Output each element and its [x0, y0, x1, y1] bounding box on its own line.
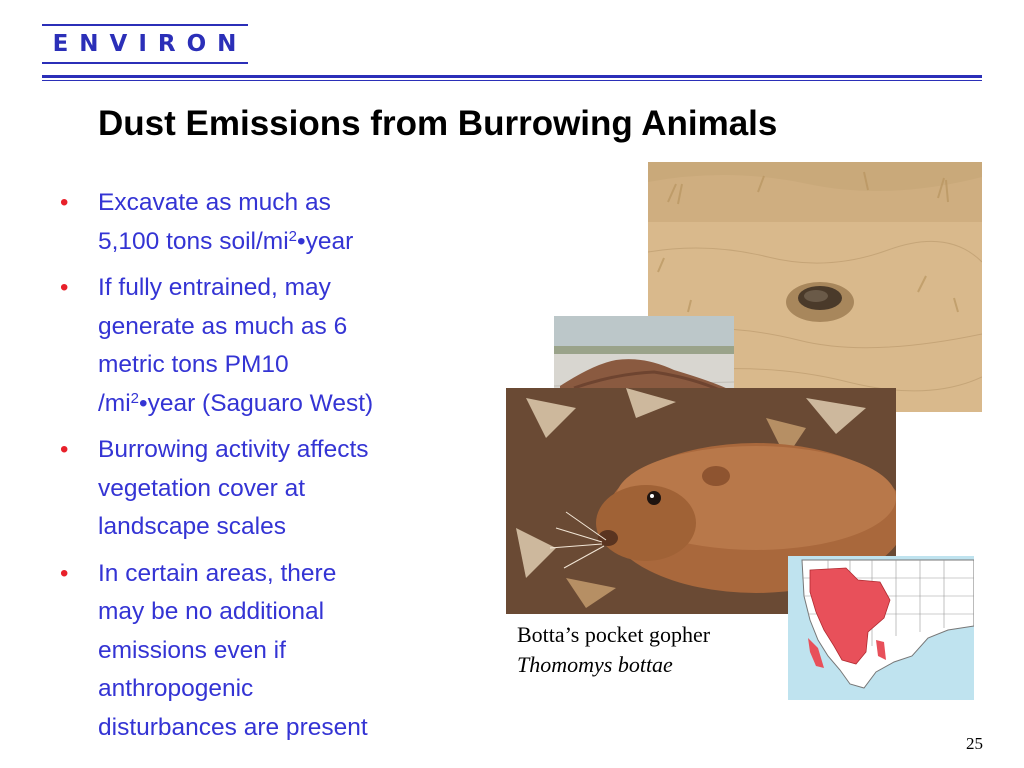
header-rule-thin — [42, 80, 982, 81]
bullet-text: •year (Saguaro West) — [139, 389, 374, 417]
superscript: 2 — [130, 389, 140, 407]
bullet-item — [60, 431, 460, 547]
header-rule-thick — [42, 75, 982, 78]
page-number: 25 — [966, 734, 983, 753]
bullet-line: landscape scales — [98, 513, 286, 540]
caption-latin-name: Thomomys bottae — [517, 652, 673, 677]
bullet-line: metric tons PM10 — [98, 351, 289, 378]
bullet-marker: • — [60, 436, 69, 463]
bullet-item — [60, 555, 460, 748]
bullet-line: Burrowing activity affects — [98, 436, 369, 463]
bullet-line: In certain areas, there — [98, 559, 337, 587]
photo-caption — [517, 620, 710, 680]
bullet-text: •year — [297, 227, 354, 255]
bullet-text: 5,100 tons soil/mi — [98, 227, 289, 255]
bullet-line — [98, 385, 460, 424]
superscript: 2 — [288, 227, 297, 245]
bullet-marker: • — [60, 559, 69, 587]
bullet-line: anthropogenic — [98, 675, 254, 702]
slide-title: Dust Emissions from Burrowing Animals — [98, 104, 778, 143]
bullet-line — [98, 223, 460, 262]
bullet-item — [60, 184, 460, 261]
bullet-line: emissions even if — [98, 636, 286, 664]
bullet-line: vegetation cover at — [98, 474, 306, 502]
bullet-text: /mi — [98, 389, 131, 417]
bullet-line: generate as much as 6 — [98, 312, 348, 340]
bullet-line: may be no additional — [98, 598, 325, 625]
bullet-list — [60, 184, 460, 755]
bullet-line: If fully entrained, may — [98, 274, 331, 301]
bullet-item — [60, 269, 460, 423]
range-map — [788, 556, 974, 700]
environ-logo — [42, 24, 248, 64]
logo-text: ENVIRON — [52, 31, 248, 57]
bullet-line: Excavate as much as — [98, 189, 331, 216]
bullet-marker: • — [60, 274, 69, 301]
bullet-line: disturbances are present — [98, 713, 368, 741]
bullet-marker: • — [60, 189, 69, 216]
caption-common-name: Botta’s pocket gopher — [517, 622, 711, 647]
